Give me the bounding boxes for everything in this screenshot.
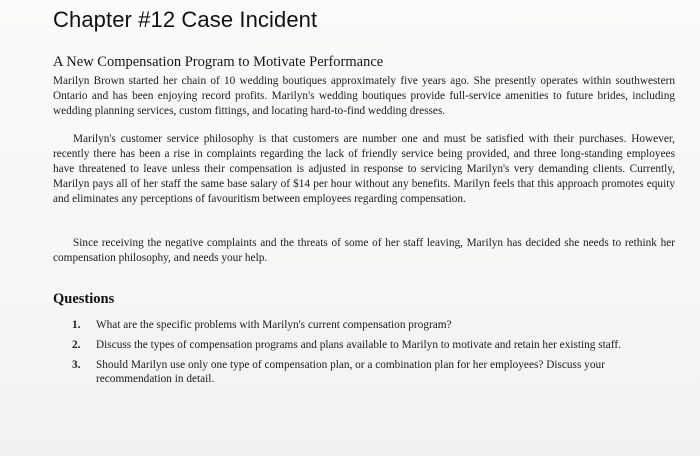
question-item xyxy=(72,338,672,352)
questions-heading: Questions xyxy=(53,291,115,307)
question-item xyxy=(72,318,672,332)
question-number: 3. xyxy=(72,359,81,371)
case-paragraph-2: Marilyn's customer service philosophy is that customers are number one and must be satisfied with their purchases. However, recently there has been a rise in complaints regarding the lack of friendly service being provided, and three long-standing employees have threatened to leave unless their compensation is adjusted in response to servicing Marilyn's very demanding clients. Currently, Marilyn pays all of her staff the same base salary of $14 per hour without any benefits. Marilyn feels that this approach promotes equity and eliminates any perceptions of favouritism between employees regarding compensation. xyxy=(53,133,675,205)
question-item xyxy=(72,358,672,386)
case-paragraph-3: Since receiving the negative complaints and the threats of some of her staff leaving, Marilyn has decided she needs to rethink her compensation philosophy, and needs your help. xyxy=(53,237,675,264)
chapter-title: Chapter #12 Case Incident xyxy=(53,7,318,32)
question-number: 1. xyxy=(72,319,81,331)
question-number: 2. xyxy=(72,339,81,351)
questions-list xyxy=(72,318,672,392)
case-paragraph-1: Marilyn Brown started her chain of 10 wedding boutiques approximately five years ago. She presently operates within southwestern Ontario and has been enjoying record profits. Marilyn's wedding boutiques provide full-service amenities to future brides, including wedding planning services, custom fittings, and locating hard-to-find wedding dresses. xyxy=(53,75,675,117)
question-text: What are the specific problems with Marilyn's current compensation program? xyxy=(96,319,452,331)
question-text: Should Marilyn use only one type of compensation plan, or a combination plan for her employees? Discuss your recommendation in detail. xyxy=(96,359,605,385)
case-heading: A New Compensation Program to Motivate Performance xyxy=(53,54,384,70)
question-text: Discuss the types of compensation programs and plans available to Marilyn to motivate and retain her existing staff. xyxy=(96,339,621,351)
